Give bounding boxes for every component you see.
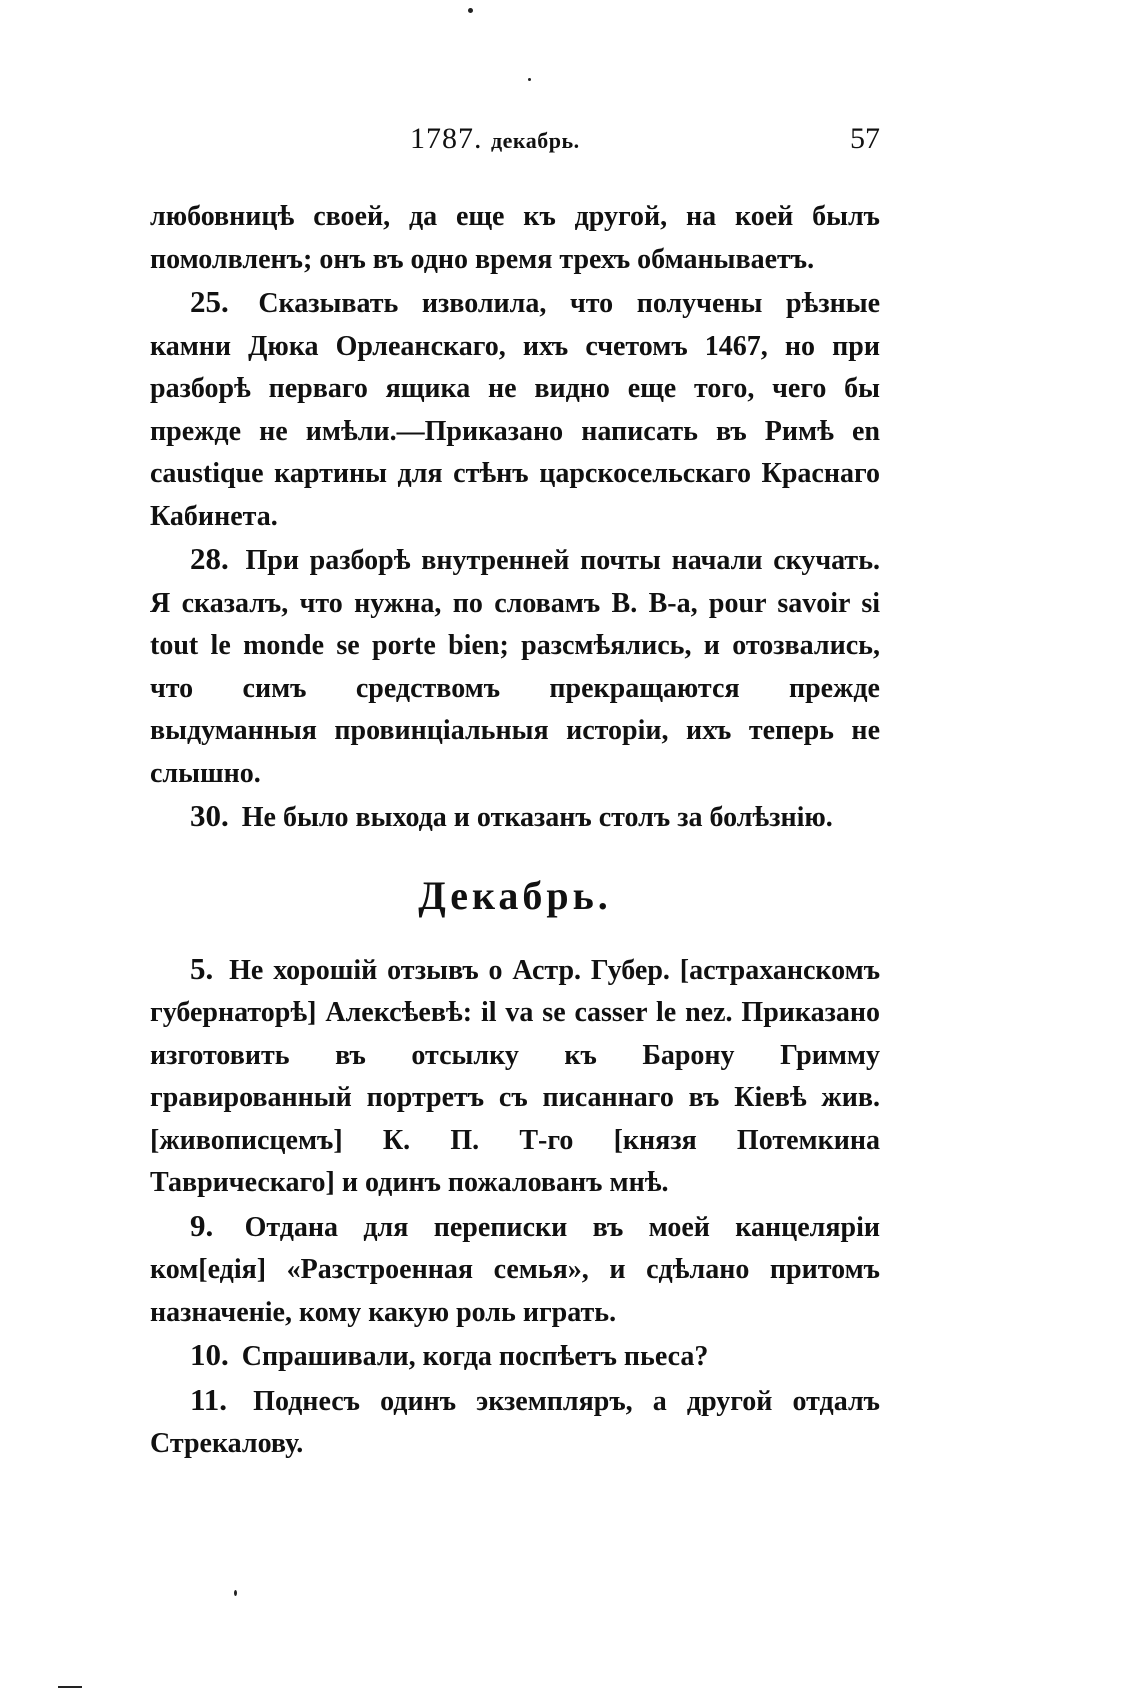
entry-text: Не было выхода и отказанъ столъ за болѣзнію. [241, 802, 833, 833]
entry-text: Спрашивали, когда поспѣетъ пьеса? [241, 1341, 709, 1372]
running-title [410, 122, 580, 156]
page-body [150, 196, 880, 1466]
entry-number: 28. [190, 541, 229, 576]
print-speck [58, 1686, 82, 1688]
entry-25 [150, 281, 880, 538]
entry-number: 30. [190, 798, 229, 833]
entry-number: 5. [190, 950, 214, 986]
section-title: Декабрь. [418, 872, 612, 918]
header-month: декабрь. [491, 128, 580, 153]
entry-number: 9. [190, 1207, 214, 1243]
entry-text: Не хорошій отзывъ о Астр. Губер. [астраханскомъ губернаторѣ] Алексѣевѣ: il va se casser le nez. Приказано изготовить въ отсылку къ Барону Гримму гравированный портретъ съ писаннаго въ Кіевѣ жив. [живописцемъ] К. П. Т-го [князя Потемкина Таврическаго] и одинъ пожалованъ мнѣ. [150, 954, 881, 1198]
entry-30 [150, 795, 880, 840]
entry-text: При разборѣ внутренней почты начали скучать. Я сказалъ, что нужна, по словамъ В. В-а, pour savoir si tout le monde se porte bien; разсмѣялись, и отозвались, что симъ средствомъ прекращаются прежде выдуманныя провинціальныя исторіи, ихъ теперь не слышно. [150, 545, 880, 789]
entry-28 [150, 538, 880, 795]
paragraph-text: любовницѣ своей, да еще къ другой, на коей былъ помолвленъ; онъ въ одно время трехъ обманываетъ. [150, 201, 880, 275]
entry-number: 11. [190, 1381, 228, 1417]
header-year: 1787. [410, 122, 483, 155]
print-speck [528, 78, 531, 81]
paragraph-continued [150, 196, 880, 281]
entry-number: 10. [190, 1337, 229, 1372]
entry-9 [150, 1205, 880, 1335]
print-speck [468, 8, 473, 13]
entry-number: 25. [190, 284, 229, 319]
entry-5 [150, 948, 880, 1205]
running-header [150, 122, 880, 172]
entry-11 [150, 1379, 880, 1466]
entry-text: Поднесъ одинъ экземпляръ, а другой отдалъ Стрекалову. [150, 1385, 881, 1459]
page-number: 57 [850, 122, 880, 155]
entry-10 [150, 1334, 880, 1379]
entry-text: Отдана для переписки въ моей канцеляріи ком[едія] «Разстроенная семья», и сдѣлано притомъ назначеніе, кому какую роль играть. [150, 1211, 881, 1328]
print-speck [234, 1590, 237, 1596]
entry-text: Сказывать изволила, что получены рѣзные камни Дюка Орлеанскаго, ихъ счетомъ 1467, но при разборѣ перваго ящика не видно еще того, чего бы прежде не имѣли.—Приказано написать въ Римѣ en caustique картины для стѣнъ царскосельскаго Краснаго Кабинета. [150, 288, 881, 532]
